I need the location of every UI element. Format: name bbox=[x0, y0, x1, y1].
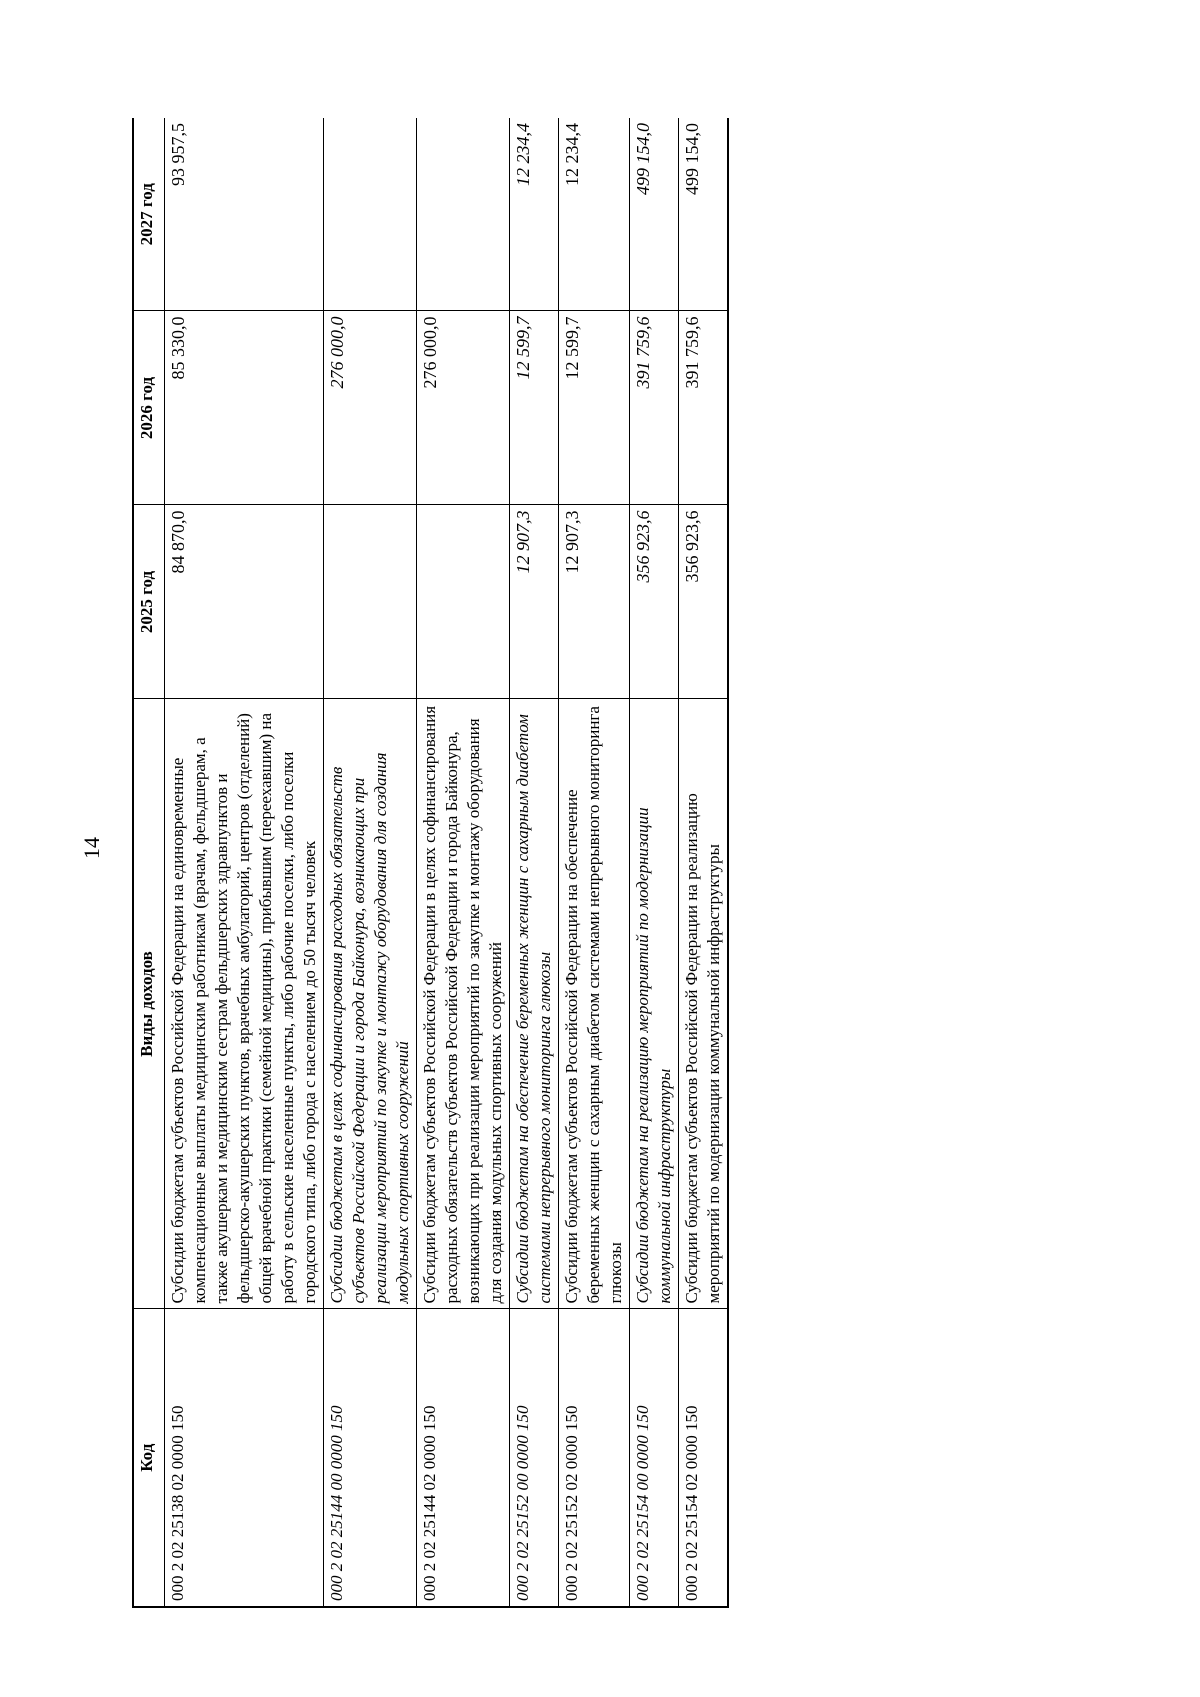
cell-code: 000 2 02 25152 00 0000 150 bbox=[510, 1309, 559, 1607]
cell-2025: 12 907,3 bbox=[510, 505, 559, 699]
cell-2025: 84 870,0 bbox=[165, 505, 324, 699]
revenue-table-container bbox=[132, 118, 1064, 1608]
header-description: Виды доходов bbox=[133, 699, 165, 1309]
cell-2027: 12 234,4 bbox=[559, 118, 630, 311]
cell-description: Субсидии бюджетам субъектов Российской Федерации на обеспечение беременных женщин с сахарным диабетом системами непрерывного мониторинга глюкозы bbox=[559, 699, 630, 1309]
table-body bbox=[165, 118, 729, 1607]
cell-description: Субсидии бюджетам субъектов Российской Федерации на единовременные компенсационные выплаты медицинским работникам (врачам, фельдшерам, а также акушеркам и медицинским сестрам фельдшерских здравпунктов и фельдшерско-акушерских пунктов, врачебных амбулаторий, центров (отделений) общей врачебной практики (семейной медицины), прибывшим (переехавшим) на работу в сельские населенные пункты, либо рабочие поселки, либо поселки городского типа, либо города с населением до 50 тысяч человек bbox=[165, 699, 324, 1309]
table-row bbox=[510, 118, 559, 1607]
table-row bbox=[324, 118, 417, 1607]
revenue-table bbox=[132, 118, 729, 1608]
cell-code: 000 2 02 25144 02 0000 150 bbox=[417, 1309, 510, 1607]
cell-2025 bbox=[324, 505, 417, 699]
cell-2025: 356 923,6 bbox=[679, 505, 729, 699]
cell-2027: 499 154,0 bbox=[679, 118, 729, 311]
cell-description: Субсидии бюджетам в целях софинансирования расходных обязательств субъектов Российской Федерации и города Байконура, возникающих при реализации мероприятий по закупке и монтажу оборудования для создания модульных спортивных сооружений bbox=[324, 699, 417, 1309]
table-row bbox=[417, 118, 510, 1607]
header-2026: 2026 год bbox=[133, 311, 165, 505]
table-row bbox=[165, 118, 324, 1607]
table-header-row bbox=[133, 118, 165, 1607]
cell-2026: 85 330,0 bbox=[165, 311, 324, 505]
cell-code: 000 2 02 25154 02 0000 150 bbox=[679, 1309, 729, 1607]
cell-2026: 391 759,6 bbox=[630, 311, 679, 505]
cell-description: Субсидии бюджетам субъектов Российской Федерации на реализацию мероприятий по модернизации коммунальной инфраструктуры bbox=[679, 699, 729, 1309]
cell-2027: 12 234,4 bbox=[510, 118, 559, 311]
table-row bbox=[630, 118, 679, 1607]
rotated-table-frame bbox=[132, 118, 1064, 1608]
cell-code: 000 2 02 25154 00 0000 150 bbox=[630, 1309, 679, 1607]
cell-2026: 12 599,7 bbox=[559, 311, 630, 505]
table-row bbox=[559, 118, 630, 1607]
header-code: Код bbox=[133, 1309, 165, 1607]
cell-2027 bbox=[324, 118, 417, 311]
cell-2025: 356 923,6 bbox=[630, 505, 679, 699]
cell-code: 000 2 02 25152 02 0000 150 bbox=[559, 1309, 630, 1607]
cell-2025: 12 907,3 bbox=[559, 505, 630, 699]
cell-description: Субсидии бюджетам на реализацию мероприятий по модернизации коммунальной инфраструктуры bbox=[630, 699, 679, 1309]
cell-code: 000 2 02 25144 00 0000 150 bbox=[324, 1309, 417, 1607]
cell-2025 bbox=[417, 505, 510, 699]
cell-description: Субсидии бюджетам на обеспечение беременных женщин с сахарным диабетом системами непрерывного мониторинга глюкозы bbox=[510, 699, 559, 1309]
cell-code: 000 2 02 25138 02 0000 150 bbox=[165, 1309, 324, 1607]
cell-2026: 12 599,7 bbox=[510, 311, 559, 505]
header-2025: 2025 год bbox=[133, 505, 165, 699]
cell-2026: 276 000,0 bbox=[417, 311, 510, 505]
cell-2026: 276 000,0 bbox=[324, 311, 417, 505]
page-number: 14 bbox=[79, 837, 104, 859]
table-row bbox=[679, 118, 729, 1607]
cell-2027: 93 957,5 bbox=[165, 118, 324, 311]
cell-description: Субсидии бюджетам субъектов Российской Федерации в целях софинансирования расходных обязательств субъектов Российской Федерации и города Байконура, возникающих при реализации мероприятий по закупке и монтажу оборудования для создания модульных спортивных сооружений bbox=[417, 699, 510, 1309]
cell-2027: 499 154,0 bbox=[630, 118, 679, 311]
cell-2027 bbox=[417, 118, 510, 311]
cell-2026: 391 759,6 bbox=[679, 311, 729, 505]
header-2027: 2027 год bbox=[133, 118, 165, 311]
